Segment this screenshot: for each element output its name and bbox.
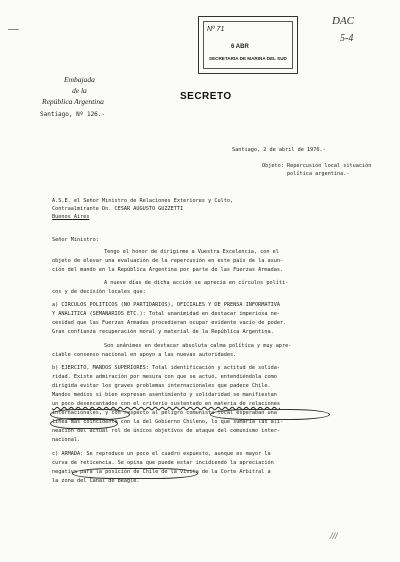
date-line: Santiago, 2 de abril de 1976.- xyxy=(232,147,326,153)
body-line: Son unánimes en destacar absoluta calma política y muy apre- xyxy=(104,343,292,349)
body-line: cos y de decisión locales que: xyxy=(52,289,146,295)
seal-line-1: Embajada xyxy=(64,75,95,84)
body-line: A nueve días de dicha acción se aprecia en círculos políti- xyxy=(104,280,289,286)
body-line: nacional. xyxy=(52,437,81,443)
handwritten-ref-top: DAC xyxy=(332,15,354,27)
body-line: ción del mando en la República Argentina por parte de las Fuerzas Armadas. xyxy=(52,267,284,273)
body-line-marked: línea más coincidente con la del Gobierno Chileno, lo que sumaría las ali- xyxy=(52,419,284,425)
subject-text-1: Repercusión local situación xyxy=(287,163,372,169)
pen-circle-mark xyxy=(50,418,118,429)
body-line: b) EJERCITO, MANDOS SUPERIORES: Total identificación y actitud de solida- xyxy=(52,365,280,371)
continuation-mark: /// xyxy=(330,531,338,541)
body-line: Mandos medios si bien expresan asentimiento y solidaridad se manifiestan xyxy=(52,392,277,398)
classification-secret: SECRETO xyxy=(180,91,232,102)
seal-line-2: de la xyxy=(72,86,87,95)
body-line: Gran confianza recuperación moral y material de la República Argentina. xyxy=(52,329,274,335)
recipient-line-3: Buenos Aires xyxy=(52,214,90,220)
recipient-line-1: A.S.E. el Señor Ministro de Relaciones Exteriores y Culto, xyxy=(52,198,234,204)
reference-number: Santiago, Nº 126.- xyxy=(40,111,106,118)
recipient-line-2: Contraalmirante Dn. CESAR AUGUSTO GUZZETTI xyxy=(52,206,184,212)
handwritten-mark-left: — xyxy=(8,21,19,35)
subject-text-2: política argentina.- xyxy=(287,171,350,177)
body-line: Tengo el honor de dirigirme a Vuestra Excelencia, con el xyxy=(104,249,279,255)
body-line-marked: un poco desencantados con el criterio sustentado en materia de relaciones xyxy=(52,401,280,407)
stamp-number: Nº 71 xyxy=(207,26,225,33)
body-line: a) CIRCULOS POLITICOS (NO PARTIDARIOS), OFICIALES Y DE PRENSA INFORMATIVA xyxy=(52,302,280,308)
seal-line-3: República Argentina xyxy=(42,97,104,106)
body-line: cesidad que las Fuerzas Armadas procedieran ocupar evidente vacío de poder. xyxy=(52,320,287,326)
body-line: ridad. Existe admiración por mesura con que se actuó, entendiéndola como xyxy=(52,374,277,380)
stamp-label: SECRETARIA DE MARINA DEL SUD xyxy=(209,56,287,61)
body-line: dirigida evitar los graves problemas internacionales que padece Chile. xyxy=(52,383,271,389)
pen-circle-mark xyxy=(72,468,198,479)
pen-circle-mark xyxy=(210,409,330,420)
body-line: c) ARMADA: Se reproduce un poco el cuadro expuesto, aunque es mayor la xyxy=(52,451,271,457)
body-line: Y ANALITICA (SEMANARIOS ETC.): Total unanimidad en destacar imperiosa ne- xyxy=(52,311,280,317)
salutation: Señor Ministro: xyxy=(52,237,99,243)
subject-label: Objeto: xyxy=(262,163,284,169)
body-line: la zona del Canal de Beagle. xyxy=(52,478,140,484)
handwritten-ref-bottom: 5-4 xyxy=(340,33,354,44)
body-line-marked: internacionales, y con respecto al peligro comunista local esperaban una xyxy=(52,410,277,416)
body-line: neación del actual rol de únicos objetivos de ataque del comunismo inter- xyxy=(52,428,280,434)
stamp-date: 6 ABR xyxy=(231,44,249,50)
body-line-marked: negativa para la posición de Chile de la visita de la Corte Arbitral a xyxy=(52,469,271,475)
body-line: curva de reticencia. Se opina que puede estar incidiendo la apreciación xyxy=(52,460,274,466)
body-line: ciable consenso nacional en apoyo a las nuevas autoridades. xyxy=(52,352,237,358)
body-line: objeto de elevar una evaluación de la repercusión en este país de la asun- xyxy=(52,258,284,264)
received-stamp xyxy=(198,16,298,74)
